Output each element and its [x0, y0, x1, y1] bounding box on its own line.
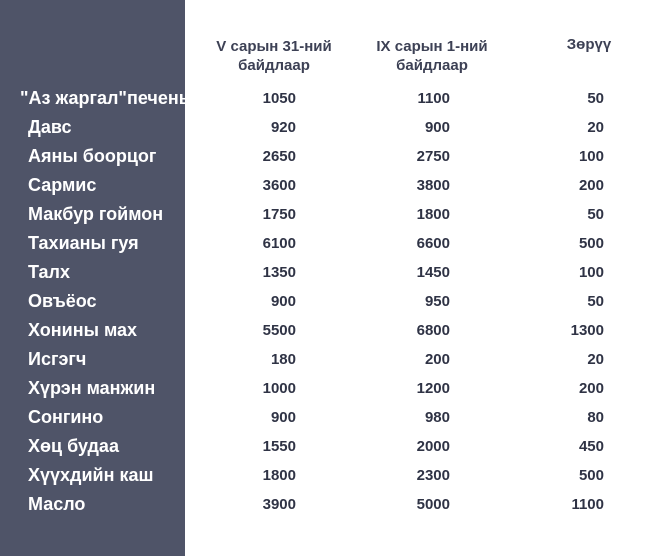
cell-sep-1: 1100: [417, 90, 450, 107]
table-row-label: Давс: [28, 117, 72, 137]
cell-may-31: 1050: [262, 90, 296, 107]
cell-sep-1: 200: [424, 351, 450, 368]
table-row-label: Тахианы гуя: [28, 233, 139, 253]
table-row-label: Сонгино: [28, 407, 104, 427]
table-row-label: Макбур гоймон: [28, 204, 164, 224]
cell-may-31: 180: [270, 351, 296, 368]
cell-difference: 200: [578, 380, 604, 397]
cell-may-31: 5500: [262, 322, 296, 339]
cell-sep-1: 6800: [416, 322, 450, 339]
cell-sep-1: 980: [424, 409, 450, 426]
table-row-label: Хүүхдийн каш: [28, 465, 154, 485]
cell-sep-1: 6600: [416, 235, 450, 252]
cell-difference: 200: [578, 177, 604, 194]
table-row-label: Сармис: [28, 175, 97, 195]
cell-may-31: 3600: [262, 177, 296, 194]
cell-sep-1: 2000: [416, 438, 450, 455]
cell-sep-1: 1200: [416, 380, 450, 397]
cell-sep-1: 1450: [416, 264, 450, 281]
cell-difference: 1300: [570, 322, 604, 339]
cell-difference: 50: [587, 206, 604, 223]
table-row-label: Аяны боорцог: [28, 146, 157, 166]
cell-sep-1: 900: [424, 119, 450, 136]
cell-difference: 100: [578, 148, 604, 165]
table-row-label: Талх: [28, 262, 71, 282]
cell-may-31: 1550: [262, 438, 296, 455]
header-sep-1: IX сарын 1-ний байдлаар: [376, 38, 488, 74]
cell-difference: 20: [587, 119, 604, 136]
cell-sep-1: 1800: [416, 206, 450, 223]
cell-may-31: 900: [270, 409, 296, 426]
cell-sep-1: 2300: [416, 467, 450, 484]
cell-may-31: 920: [270, 119, 296, 136]
cell-sep-1: 2750: [416, 148, 450, 165]
cell-may-31: 2650: [262, 148, 296, 165]
cell-difference: 500: [578, 235, 604, 252]
cell-difference: 50: [587, 90, 604, 107]
table-row-label: "Аз жаргал"печень: [20, 88, 190, 108]
table-row-label: Хөц будаа: [28, 436, 119, 456]
cell-difference: 20: [587, 351, 604, 368]
cell-may-31: 1350: [262, 264, 296, 281]
cell-difference: 1100: [571, 496, 604, 513]
cell-sep-1: 5000: [416, 496, 450, 513]
cell-difference: 100: [578, 264, 604, 281]
cell-may-31: 1800: [262, 467, 296, 484]
table-row-label: Хонины мах: [28, 320, 138, 340]
header-difference: Зөрүү: [566, 36, 612, 53]
cell-sep-1: 3800: [416, 177, 450, 194]
cell-sep-1: 950: [424, 293, 450, 310]
header-may-31: V сарын 31-ний байдлаар: [216, 38, 332, 74]
cell-difference: 80: [587, 409, 604, 426]
cell-may-31: 1750: [262, 206, 296, 223]
cell-may-31: 1000: [262, 380, 296, 397]
cell-difference: 500: [578, 467, 604, 484]
cell-may-31: 6100: [262, 235, 296, 252]
cell-may-31: 3900: [262, 496, 296, 513]
cell-difference: 450: [578, 438, 604, 455]
table-row-label: Хүрэн манжин: [28, 378, 156, 398]
table-row-label: Исгэгч: [28, 349, 87, 369]
table-row-label: Масло: [28, 494, 86, 514]
cell-may-31: 900: [270, 293, 296, 310]
cell-difference: 50: [587, 293, 604, 310]
table-row-label: Овъёос: [28, 291, 97, 311]
